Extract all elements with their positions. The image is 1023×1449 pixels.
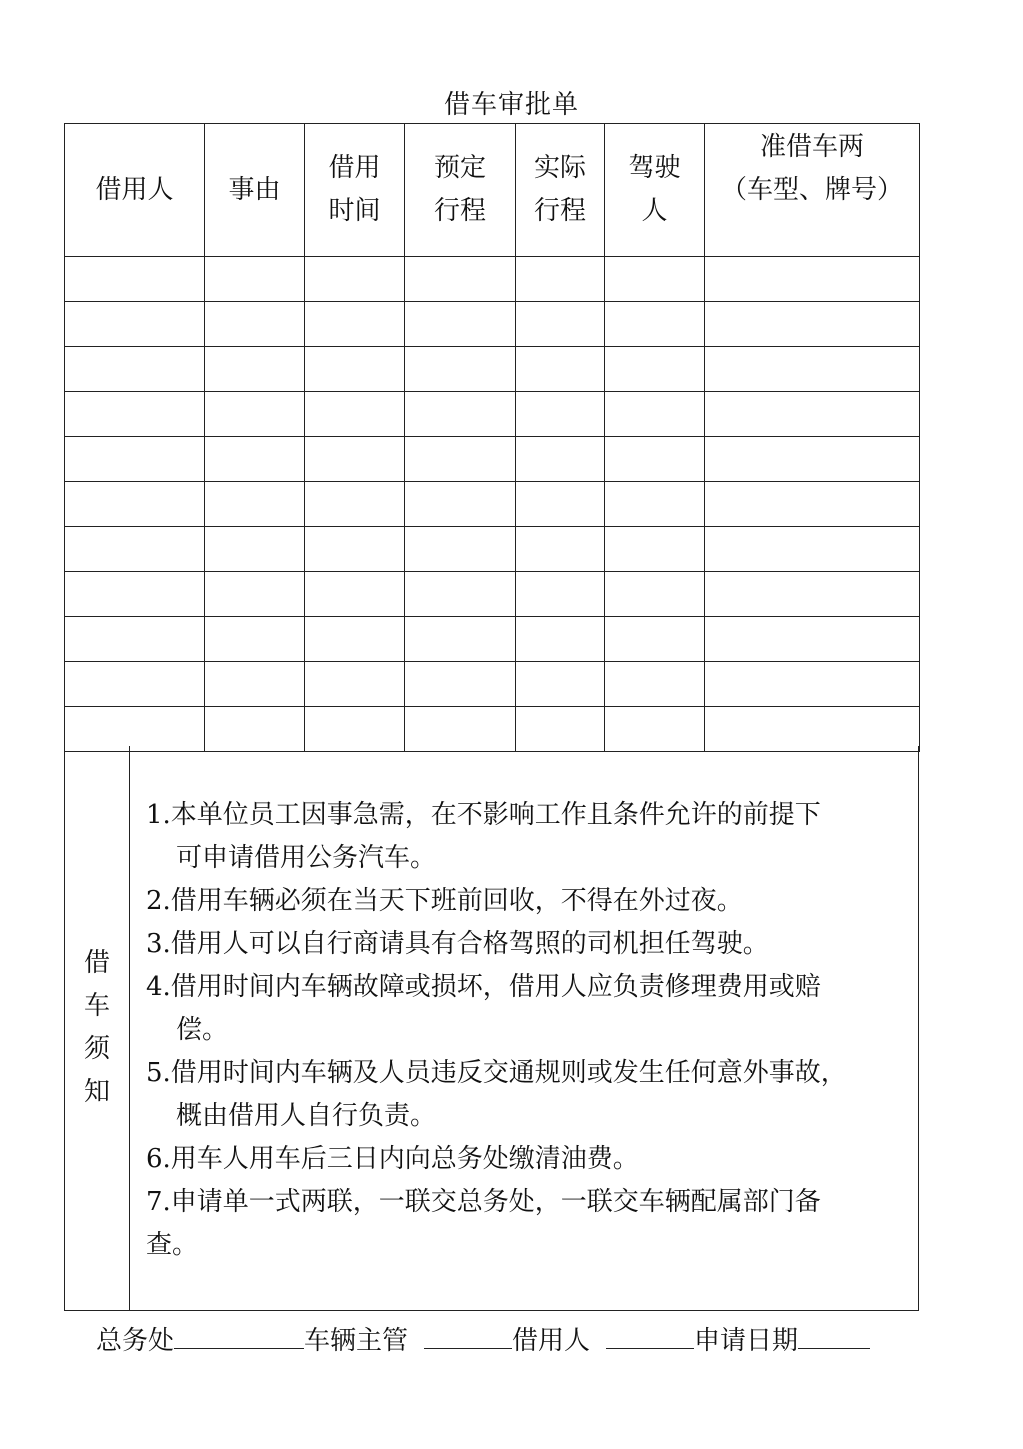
- borrower-signature-line[interactable]: [606, 1316, 694, 1349]
- rule-5: 5.借用时间内车辆及人员违反交通规则或发生任何意外事故， 概由借用人自行负责。: [146, 1058, 847, 1131]
- table-cell[interactable]: [65, 257, 205, 302]
- table-cell[interactable]: [705, 662, 920, 707]
- table-cell[interactable]: [205, 437, 305, 482]
- table-cell[interactable]: [305, 662, 405, 707]
- table-cell[interactable]: [605, 527, 705, 572]
- table-cell[interactable]: [705, 572, 920, 617]
- table-row: [65, 347, 920, 392]
- table-cell[interactable]: [516, 437, 605, 482]
- table-cell[interactable]: [605, 707, 705, 752]
- table-cell[interactable]: [405, 302, 516, 347]
- vehicle-supervisor-signature-line[interactable]: [424, 1316, 512, 1349]
- table-cell[interactable]: [405, 482, 516, 527]
- table-cell[interactable]: [705, 482, 920, 527]
- table-cell[interactable]: [705, 437, 920, 482]
- table-cell[interactable]: [705, 707, 920, 752]
- general-affairs-signature-line[interactable]: [174, 1316, 304, 1349]
- table-cell[interactable]: [605, 662, 705, 707]
- table-cell[interactable]: [605, 482, 705, 527]
- signature-footer: [96, 1316, 870, 1361]
- table-row: [65, 662, 920, 707]
- table-cell[interactable]: [405, 572, 516, 617]
- borrow-notes: [64, 746, 919, 1311]
- table-cell[interactable]: [305, 707, 405, 752]
- table-cell[interactable]: [516, 347, 605, 392]
- table-cell[interactable]: [205, 707, 305, 752]
- header-row: [65, 124, 920, 257]
- apply-date-line[interactable]: [798, 1316, 870, 1349]
- header-borrow-time: 借用 时间: [305, 124, 405, 257]
- table-cell[interactable]: [65, 302, 205, 347]
- table-cell[interactable]: [65, 392, 205, 437]
- rule-3: 3.借用人可以自行商请具有合格驾照的司机担任驾驶。: [146, 929, 769, 959]
- table-cell[interactable]: [516, 662, 605, 707]
- table-cell[interactable]: [405, 707, 516, 752]
- table-cell[interactable]: [516, 707, 605, 752]
- table-cell[interactable]: [405, 437, 516, 482]
- table-cell[interactable]: [305, 302, 405, 347]
- table-cell[interactable]: [65, 437, 205, 482]
- table-row: [65, 572, 920, 617]
- table-cell[interactable]: [705, 302, 920, 347]
- table-cell[interactable]: [405, 392, 516, 437]
- table-cell[interactable]: [65, 617, 205, 662]
- table-cell[interactable]: [705, 617, 920, 662]
- vehicle-supervisor-label: 车辆主管: [304, 1326, 409, 1356]
- table-cell[interactable]: [605, 572, 705, 617]
- table-row: [65, 482, 920, 527]
- header-actual-route: 实际 行程: [516, 124, 605, 257]
- table-row: [65, 392, 920, 437]
- table-cell[interactable]: [516, 617, 605, 662]
- table-cell[interactable]: [605, 392, 705, 437]
- table-cell[interactable]: [205, 572, 305, 617]
- table-cell[interactable]: [705, 392, 920, 437]
- table-cell[interactable]: [605, 347, 705, 392]
- table-cell[interactable]: [605, 302, 705, 347]
- table-cell[interactable]: [305, 482, 405, 527]
- borrower-label: 借用人: [512, 1326, 591, 1356]
- table-cell[interactable]: [305, 257, 405, 302]
- table-cell[interactable]: [705, 527, 920, 572]
- table-cell[interactable]: [305, 437, 405, 482]
- table-cell[interactable]: [205, 527, 305, 572]
- rule-7: 7.申请单一式两联，一联交总务处，一联交车辆配属部门备 查。: [146, 1187, 821, 1260]
- table-cell[interactable]: [65, 572, 205, 617]
- table-cell[interactable]: [516, 527, 605, 572]
- header-planned-route: 预定 行程: [405, 124, 516, 257]
- rule-6: 6.用车人用车后三日内向总务处缴清油费。: [146, 1144, 639, 1174]
- general-affairs-label: 总务处: [96, 1326, 175, 1356]
- table-cell[interactable]: [205, 662, 305, 707]
- table-cell[interactable]: [205, 347, 305, 392]
- table-row: [65, 302, 920, 347]
- rule-2: 2.借用车辆必须在当天下班前回收，不得在外过夜。: [146, 886, 743, 916]
- table-cell[interactable]: [65, 662, 205, 707]
- rule-4: 4.借用时间内车辆故障或损坏，借用人应负责修理费用或赔 偿。: [146, 972, 821, 1045]
- table-row: [65, 527, 920, 572]
- table-cell[interactable]: [405, 527, 516, 572]
- borrow-table: [64, 123, 920, 752]
- table-row: [65, 437, 920, 482]
- table-cell[interactable]: [516, 392, 605, 437]
- header-reason: 事由: [205, 124, 305, 257]
- header-driver: 驾驶 人: [605, 124, 705, 257]
- table-cell[interactable]: [305, 347, 405, 392]
- table-cell[interactable]: [405, 662, 516, 707]
- table-cell[interactable]: [605, 437, 705, 482]
- table-cell[interactable]: [605, 617, 705, 662]
- table-cell[interactable]: [516, 572, 605, 617]
- table-row: [65, 617, 920, 662]
- table-cell[interactable]: [405, 617, 516, 662]
- notes-body: [130, 746, 919, 1311]
- table-cell[interactable]: [516, 257, 605, 302]
- table-cell[interactable]: [516, 302, 605, 347]
- table-cell[interactable]: [705, 347, 920, 392]
- table-cell[interactable]: [305, 572, 405, 617]
- page-title: 借车审批单: [443, 90, 579, 120]
- table-cell[interactable]: [205, 392, 305, 437]
- table-cell[interactable]: [305, 392, 405, 437]
- table-cell[interactable]: [205, 482, 305, 527]
- table-cell[interactable]: [516, 482, 605, 527]
- table-cell[interactable]: [605, 257, 705, 302]
- table-cell[interactable]: [405, 347, 516, 392]
- table-row: [65, 707, 920, 752]
- table-cell[interactable]: [405, 257, 516, 302]
- table-cell[interactable]: [305, 617, 405, 662]
- rule-1: 1.本单位员工因事急需，在不影响工作且条件允许的前提下 可申请借用公务汽车。: [146, 800, 821, 873]
- header-borrower: 借用人: [65, 124, 205, 257]
- table-row: [65, 257, 920, 302]
- table-cell[interactable]: [65, 707, 205, 752]
- table-cell[interactable]: [65, 482, 205, 527]
- table-cell[interactable]: [65, 347, 205, 392]
- table-cell[interactable]: [305, 527, 405, 572]
- apply-date-label: 申请日期: [694, 1326, 799, 1356]
- table-cell[interactable]: [205, 302, 305, 347]
- notes-label: 借 车 须 知: [65, 746, 130, 1311]
- table-cell[interactable]: [205, 617, 305, 662]
- header-approved-vehicle: 准借车两 （车型、牌号）: [705, 124, 920, 257]
- table-cell[interactable]: [705, 257, 920, 302]
- table-cell[interactable]: [65, 527, 205, 572]
- table-cell[interactable]: [205, 257, 305, 302]
